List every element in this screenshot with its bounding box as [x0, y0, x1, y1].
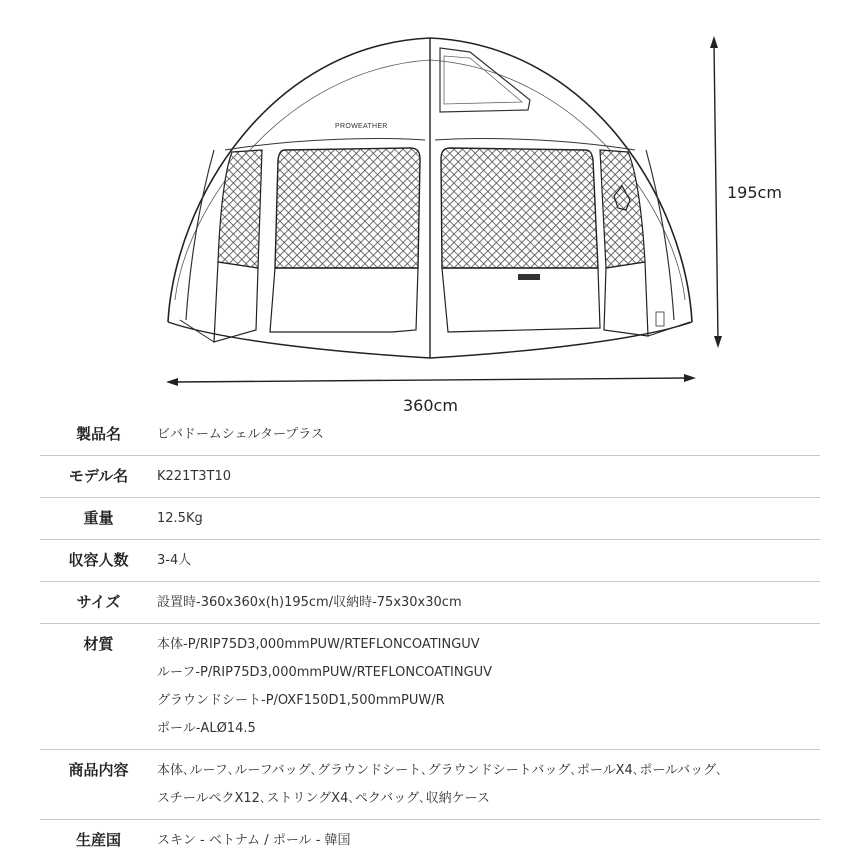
spec-label: サイズ	[76, 593, 121, 611]
spec-value-line: 本体-P/RIP75D3,000mmPUW/RTEFLONCOATINGUV	[157, 637, 480, 652]
spec-row	[40, 624, 820, 750]
spec-row	[40, 540, 820, 582]
spec-value-line: スチールペクX12､ストリングX4､ペクバッグ､収納ケース	[157, 791, 490, 806]
spec-row	[40, 414, 820, 456]
spec-value-line: スキン - ベトナム / ポール - 韓国	[157, 833, 351, 848]
spec-value	[157, 426, 820, 443]
spec-label: モデル名	[68, 467, 129, 485]
spec-value-line: ポール-ALØ14.5	[157, 721, 256, 736]
spec-label: 製品名	[75, 425, 121, 443]
mesh-panel-right	[441, 148, 598, 268]
spec-row	[40, 456, 820, 498]
spec-label: 材質	[83, 635, 114, 653]
mesh-panel-far-left	[218, 150, 262, 268]
spec-label: 商品内容	[68, 761, 129, 779]
height-dimension-line	[714, 44, 718, 340]
spec-value-line: ビバドームシェルタープラス	[157, 427, 324, 442]
spec-value-line: ルーフ-P/RIP75D3,000mmPUW/RTEFLONCOATINGUV	[157, 665, 493, 680]
spec-value	[157, 468, 820, 485]
spec-value-line: 12.5Kg	[157, 511, 203, 526]
spec-value	[157, 594, 820, 611]
brand-mark: PROWEATHER	[335, 123, 388, 130]
mesh-panel-left	[275, 148, 420, 268]
spec-row	[40, 582, 820, 624]
spec-value-line: 3-4人	[157, 553, 192, 568]
height-label: 195cm	[727, 183, 782, 202]
spec-value	[157, 552, 820, 569]
spec-value-line: 本体､ルーフ､ルーフバッグ､グラウンドシート､グラウンドシートバッグ､ポールX4､ポールバッグ､	[157, 763, 723, 778]
spec-label: 生産国	[75, 831, 121, 849]
tent-illustration	[0, 0, 860, 420]
spec-table	[40, 414, 820, 861]
spec-value-line: グラウンドシート-P/OXF150D1,500mmPUW/R	[157, 693, 445, 708]
spec-value-line: K221T3T10	[157, 469, 232, 484]
spec-value-line: 設置時-360x360x(h)195cm/収納時-75x30x30cm	[157, 595, 462, 610]
spec-value	[157, 832, 820, 849]
spec-row	[40, 820, 820, 861]
spec-value	[157, 636, 820, 737]
spec-label: 重量	[83, 509, 114, 527]
spec-row	[40, 750, 820, 820]
width-dimension-line	[176, 378, 686, 382]
spec-label: 収容人数	[68, 551, 129, 569]
spec-value	[157, 510, 820, 527]
spec-row	[40, 498, 820, 540]
width-label: 360cm	[403, 396, 458, 415]
spec-value	[157, 762, 820, 807]
